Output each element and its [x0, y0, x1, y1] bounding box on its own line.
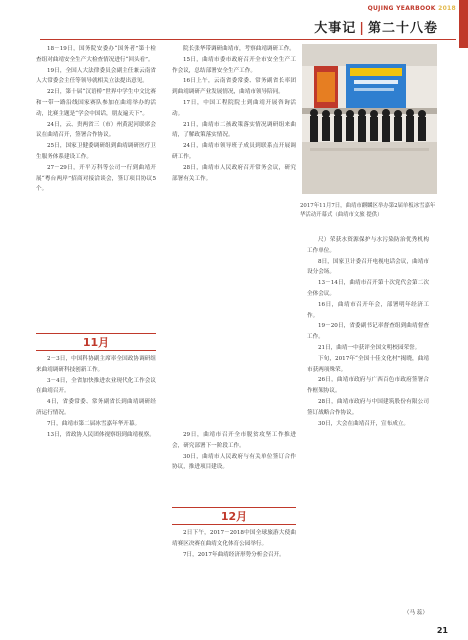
column-left-top — [36, 44, 156, 195]
paragraph: 21日，曲靖市二孩政策落实情况调研组来曲靖，了解政策落实情况。 — [172, 121, 296, 139]
paragraph: 28日，曲靖市政府与中国建筑股份有限公司签订战略合作协议。 — [307, 398, 429, 416]
paragraph: 7日，2017年曲靖经济形势分析会召开。 — [183, 551, 285, 558]
paragraph: 30日，曲靖市人民政府与有关单位签订合作协议，推进项目建设。 — [172, 453, 296, 471]
paragraph: 25日，国家卫健委调研组到曲靖调研医疗卫生服务体系建设工作。 — [36, 143, 156, 160]
paragraph: 16日上午，云南省委常委、常务副省长率团到曲靖调研产业发展情况，曲靖市领导陪同。 — [172, 78, 296, 96]
column-right — [307, 235, 429, 429]
volume-label: 第二十八卷 — [367, 21, 438, 36]
paragraph: 17日，中国工程院院士到曲靖开展咨询活动。 — [172, 99, 296, 117]
paragraph: 28日，曲靖市人民政府召开常务会议，研究部署有关工作。 — [172, 164, 296, 182]
paragraph: 2日下午，2017－2018中国全球旅游大使曲靖赛区决赛在曲靖文化体育公园举行。 — [172, 530, 296, 547]
paragraph: 3－4日，全省加快推进农业现代化工作会议在曲靖召开。 — [36, 377, 156, 395]
paragraph: 30日，大会在曲靖召开，宣布成立。 — [318, 420, 410, 427]
paragraph: 26日，曲靖市政府与广西百色市政府签署合作框架协议。 — [307, 377, 429, 395]
author-signoff: （马 蕊） — [403, 610, 428, 616]
column-left-november — [36, 354, 156, 440]
paragraph: 24日，云、贵两省三（市）州黄泥河联席会议在曲靖召开，签署合作协议。 — [36, 121, 156, 139]
paragraph: 21日，曲靖一中获评全国文明校园荣誉。 — [318, 344, 421, 351]
photo-caption: 2017年11月7日，曲靖市麒麟区举办第2届单板冰雪嘉年华活动开幕式（曲靖市文旅 提供） — [300, 203, 436, 218]
paragraph: 16日，曲靖市召开年会，部署明年经济工作。 — [307, 301, 429, 319]
paragraph: 29日，曲靖市召开全市脱贫攻坚工作推进会，研究部署下一阶段工作。 — [172, 432, 296, 449]
month-heading-november: 11月 — [36, 333, 156, 351]
header-tab-marker — [459, 0, 468, 48]
paragraph: 24日，曲靖市领导班子成员到联系点开展调研工作。 — [172, 143, 296, 160]
column-middle-december — [172, 528, 296, 560]
yearbook-year: 2018 — [438, 5, 456, 12]
paragraph: 下旬，2017年“全国十佳文化村”揭晓，曲靖市获两项殊荣。 — [307, 355, 429, 373]
paragraph: 院长张华带调研曲靖市，考察曲靖调研工作。 — [183, 46, 295, 52]
paragraph: 15日，曲靖市委市政府召开全市安全生产工作会议，总结部署安全生产工作。 — [172, 56, 296, 74]
paragraph: 7日，曲靖市第二届冰雪嘉年华开幕。 — [47, 420, 141, 427]
paragraph: 4日，省委常委、常务副省长到曲靖调研经济运行情况。 — [36, 399, 156, 416]
paragraph: 13日，省政协人民团体视察组到曲靖视察。 — [47, 431, 155, 438]
column-middle-top — [172, 44, 296, 184]
paragraph: 27－29日，开平万科等公司一行到曲靖开展“粤台两岸”招商对接洽谈会，签订项目协议5个。 — [36, 164, 156, 193]
paragraph: 22日，第十届“汉语桥”世界中学生中文比赛和一带一路沿线国家赛队参加在曲靖举办的活动，比赛主题是“学会中国话，朋友遍天下”。 — [36, 89, 156, 117]
paragraph: 19日，全国人大法律委员会副主任兼云南省人大常委会主任等领导就相关立法提出意见。 — [36, 67, 156, 85]
section-heading — [314, 17, 438, 36]
month-heading-december: 12月 — [172, 507, 296, 525]
section-title: 大事记 — [314, 21, 357, 36]
page-number: 21 — [436, 626, 448, 635]
yearbook-brand: QUJING YEARBOOK 2018 — [367, 5, 456, 12]
paragraph: 18－19日，国务院安委办“国务者”第十检查组对曲靖安全生产大检查情况进行“回头看”。 — [36, 46, 156, 63]
column-middle-bottom — [172, 430, 296, 473]
title-separator: | — [359, 21, 365, 36]
header-rule — [40, 39, 456, 40]
paragraph: 尺）荣获水资源保护与水污染防治优秀机构工作单位。 — [307, 237, 429, 254]
paragraph: 19－20日，省委副书记率督查组到曲靖督查工作。 — [307, 323, 429, 341]
event-photo — [302, 44, 437, 194]
paragraph: 8日，国家卫计委召开电视电话会议，曲靖市设分会场。 — [307, 258, 429, 276]
paragraph: 2－3日，中国科协副主席率全国政协调研组来曲靖调研科技创新工作。 — [36, 356, 156, 373]
paragraph: 13－14日，曲靖市召开第十次党代会第二次全体会议。 — [307, 280, 429, 297]
